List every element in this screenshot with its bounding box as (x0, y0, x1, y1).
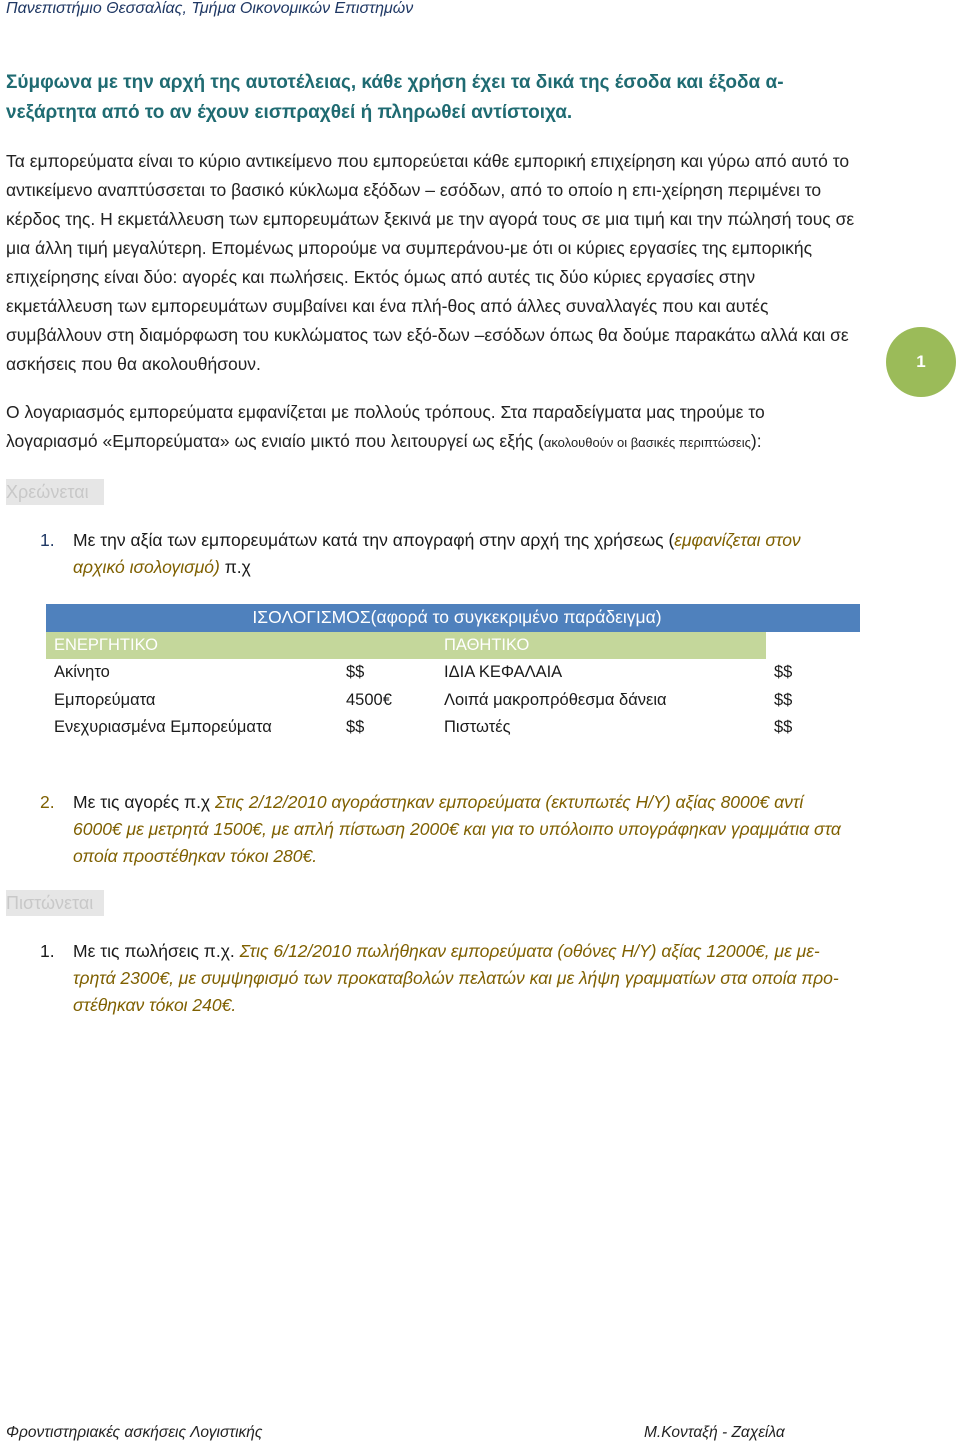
liability-name: ΙΔΙΑ ΚΕΦΑΛΑΙΑ (444, 663, 563, 682)
footer-right: Μ.Κονταξή - Ζαχείλα (644, 1424, 785, 1441)
credit-item-1 (40, 938, 854, 1019)
balance-sheet-title-row (46, 604, 860, 632)
asset-value: 4500€ (346, 690, 392, 709)
list-italic: Στις 6/12/2010 πωλήθηκαν εμπορεύματα (οθόνες Η/Υ) αξίας 12000€, με με-τρητά 2300€, με συμψηφισμό των προκαταβολών πελατών και με λήψη γραμματίων στα οποία προ-στέθηκαν τόκοι 240€. (73, 941, 839, 1015)
balance-sheet-title: ΙΣΟΛΟΓΙΣΜΟΣ(αφορά το συγκεκριμένο παράδειγμα) (46, 604, 860, 632)
liability-value: $$ (774, 718, 793, 737)
section-credit-label: Πιστώνεται (6, 890, 104, 916)
list-text: Με τις πωλήσεις π.χ. (73, 941, 240, 961)
asset-name: Εμπορεύματα (54, 690, 156, 709)
list-number: 1. (40, 941, 55, 961)
table-row (46, 714, 860, 742)
liability-name: Πιστωτές (444, 718, 511, 737)
list-text: Με τις αγορές π.χ (73, 792, 215, 812)
list-end: π.χ (219, 557, 251, 577)
liability-name: Λοιπά μακροπρόθεσμα δάνεια (444, 690, 667, 709)
asset-value: $$ (346, 718, 365, 737)
principle-statement: Σύμφωνα με την αρχή της αυτοτέλειας, κάθε χρήση έχει τα δικά της έσοδα και έξοδα α-νεξάρτητα από το αν έχουν εισπραχθεί ή πληρωθεί αντίστοιχα. (6, 72, 784, 123)
asset-name: Ενεχυριασμένα Εμπορεύματα (54, 718, 272, 737)
account-paragraph (6, 398, 856, 457)
page-number-badge: 1 (886, 327, 956, 397)
intro-paragraph: Τα εμπορεύματα είναι το κύριο αντικείμενο που εμπορεύεται κάθε εμπορική επιχείρηση και γύρω από αυτό το αντικείμενο αναπτύσσεται το βασικό κύκλωμα εξόδων – εσόδων, από το οποίο η επι-χείρηση περιμένει το κέρδος της. Η εκμετάλλευση των εμπορευμάτων ξεκινά με την αγορά τους σε μια τιμή και την πώλησή τους σε μια άλλη τιμή μεγαλύτερη. Επομένως μπορούμε να συμπεράνου-με ότι οι κύριες εργασίες της εμπορικής επιχείρησης είναι δύο: αγορές και πωλήσεις. Εκτός όμως από αυτές τις δύο κύριες εργασίες στην εκμετάλλευση των εμπορευμάτων συμβαίνει και ένα πλή-θος από άλλες συναλλαγές που και αυτές συμβάλλουν στη διαμόρφωση του κυκλώματος των εξό-δων –εσόδων όπως θα δούμε παρακάτω αλλά και σε ασκήσεις που θα ακολουθήσουν. (6, 151, 855, 374)
balance-sheet-table (46, 604, 860, 742)
debit-item-1 (40, 527, 854, 581)
list-italic: εμφανίζεται στον αρχικό ισολογισμό) (73, 530, 801, 577)
asset-name: Ακίνητο (54, 663, 110, 682)
liability-value: $$ (774, 663, 793, 682)
page-header: Πανεπιστήμιο Θεσσαλίας, Τμήμα Οικονομικών Επιστημών (6, 0, 414, 17)
footer-left: Φροντιστηριακές ασκήσεις Λογιστικής (6, 1424, 263, 1441)
table-row (46, 659, 860, 687)
list-number: 2. (40, 792, 55, 812)
account-paragraph-main: Ο λογαριασμός εμπορεύματα εμφανίζεται με πολλούς τρόπους. Στα παραδείγματα μας τηρούμε το λογαριασμό «Εμπορεύματα» ως ενιαίο μικτό που λειτουργεί ως εξής ( (6, 402, 765, 451)
table-row (46, 687, 860, 715)
balance-sheet-header-row (46, 632, 860, 660)
account-paragraph-end: ): (750, 431, 762, 451)
liabilities-header: ΠΑΘΗΤΙΚΟ (436, 632, 766, 660)
list-number: 1. (40, 530, 55, 550)
section-debit-label: Χρεώνεται (6, 479, 104, 505)
header-empty-cell (766, 632, 860, 660)
list-text: Με την αξία των εμπορευμάτων κατά την απογραφή στην αρχή της χρήσεως ( (73, 530, 675, 550)
list-italic: Στις 2/12/2010 αγοράστηκαν εμπορεύματα (εκτυπωτές Η/Υ) αξίας 8000€ αντί 6000€ με μετρητά 1500€, με απλή πίστωση 2000€ και για το υπόλοιπο υπογράφηκαν γραμμάτια στα οποία προστέθηκαν τόκοι 280€. (73, 792, 841, 866)
asset-value: $$ (346, 663, 365, 682)
liability-value: $$ (774, 690, 793, 709)
account-paragraph-note: ακολουθούν οι βασικές περιπτώσεις (543, 435, 751, 450)
debit-item-2 (40, 789, 854, 870)
assets-header: ΕΝΕΡΓΗΤΙΚΟ (46, 632, 436, 660)
